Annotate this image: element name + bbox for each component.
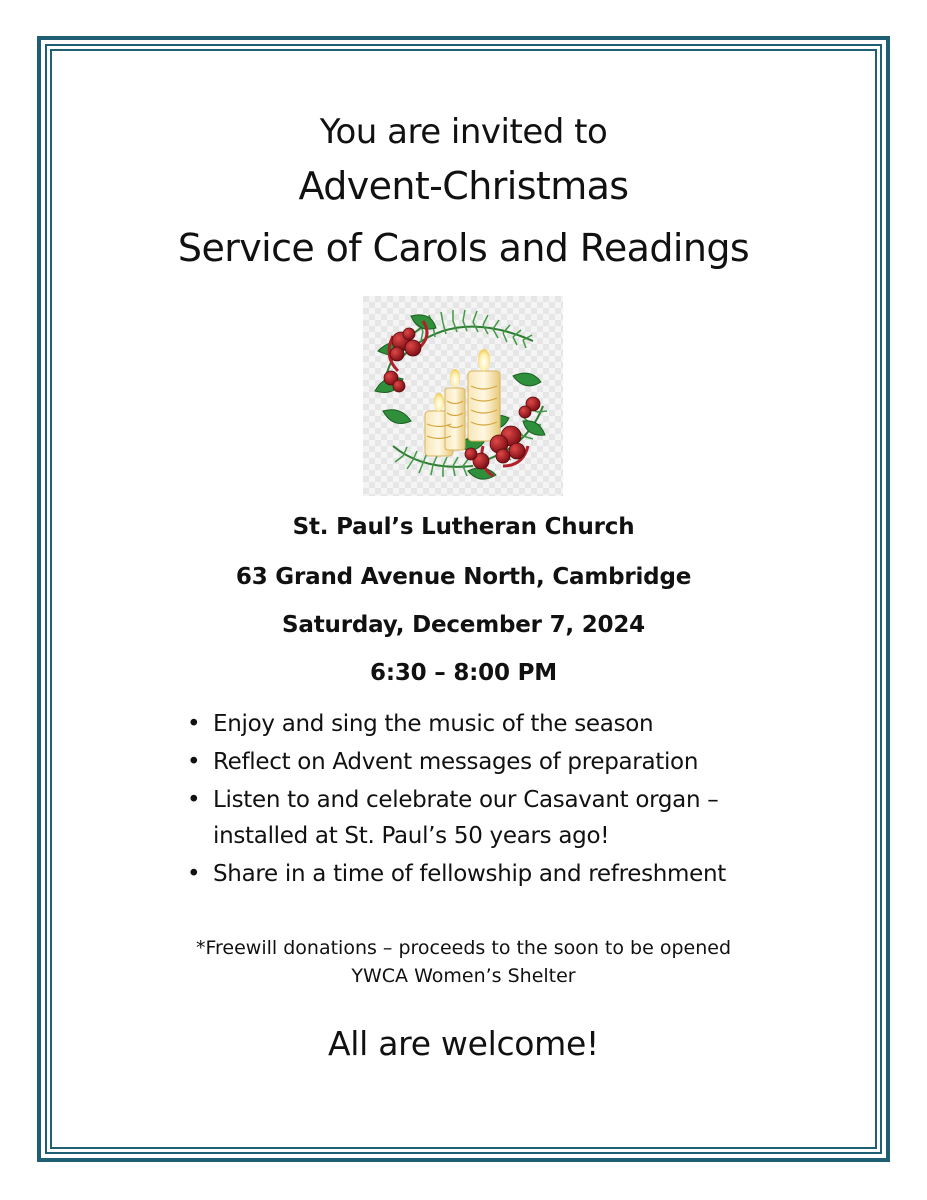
advent-wreath-icon xyxy=(363,296,563,496)
list-item xyxy=(183,744,726,780)
event-title-line-1: Advent-Christmas xyxy=(298,164,629,208)
bullet-icon: • xyxy=(187,711,201,737)
list-item-text: Share in a time of fellowship and refreshment xyxy=(213,861,726,887)
flyer-content xyxy=(37,36,890,1162)
list-item-text: Reflect on Advent messages of preparation xyxy=(213,749,699,775)
bullet-icon: • xyxy=(187,861,201,887)
list-item xyxy=(183,706,726,742)
bullet-icon: • xyxy=(187,749,201,775)
list-item-text-continued: installed at St. Paul’s 50 years ago! xyxy=(213,823,610,849)
list-item-text: Enjoy and sing the music of the season xyxy=(213,711,654,737)
event-time: 6:30 – 8:00 PM xyxy=(370,660,557,686)
invitation-intro: You are invited to xyxy=(319,112,608,152)
donation-note xyxy=(37,934,890,990)
donation-note-line-2: YWCA Women’s Shelter xyxy=(351,965,576,987)
church-name: St. Paul’s Lutheran Church xyxy=(292,514,635,540)
church-address: 63 Grand Avenue North, Cambridge xyxy=(235,564,692,590)
closing-welcome: All are welcome! xyxy=(328,1024,599,1063)
event-title-line-2: Service of Carols and Readings xyxy=(177,226,750,270)
list-item-text: Listen to and celebrate our Casavant organ – xyxy=(213,787,719,813)
bullet-icon: • xyxy=(187,787,201,813)
list-item xyxy=(183,856,726,892)
event-highlights-list xyxy=(183,706,726,894)
event-date: Saturday, December 7, 2024 xyxy=(282,612,645,638)
donation-note-line-1: *Freewill donations – proceeds to the soon to be opened xyxy=(195,937,731,959)
list-item xyxy=(183,782,726,854)
